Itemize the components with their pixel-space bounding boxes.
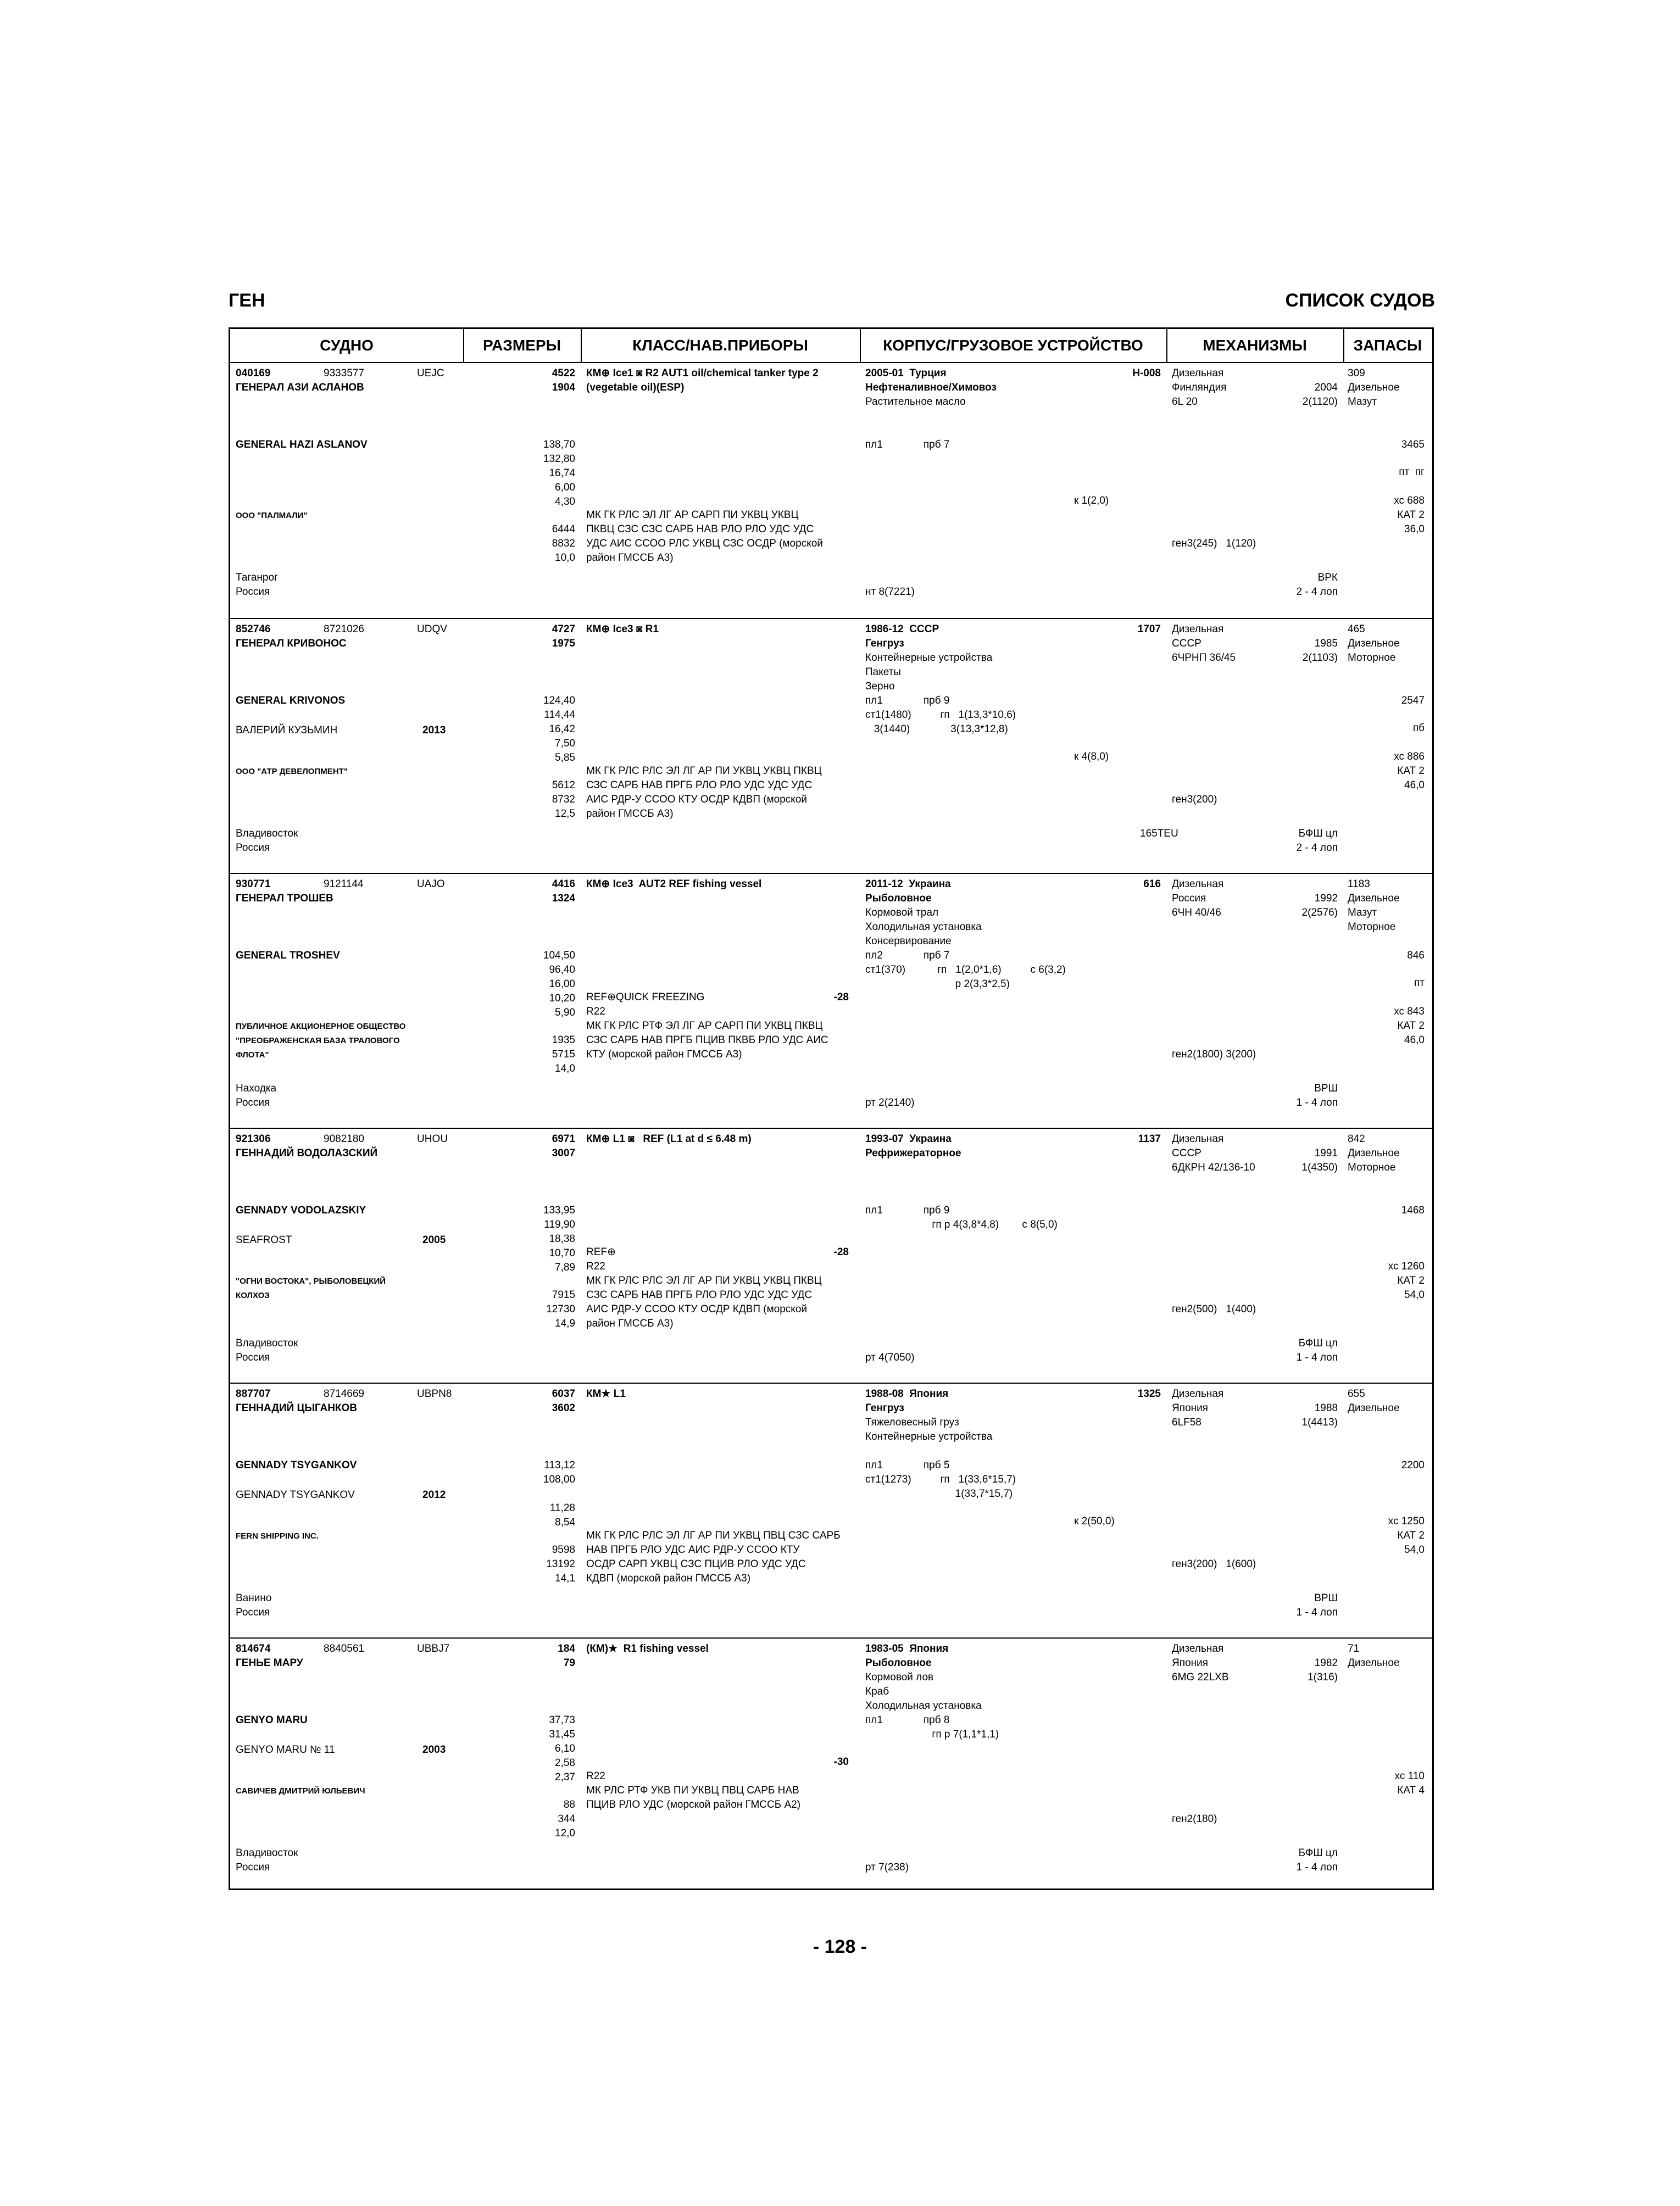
hull-vessel-type: Нефтеналивное/Химовоз (865, 382, 997, 393)
ship-record (230, 873, 1432, 1128)
ship-owner: FERN SHIPPING INC. (236, 1531, 319, 1541)
dimensions-tonnage: 4727 1975 (552, 623, 575, 649)
nav-instruments: МК ГК РЛС РТФ ЭЛ ЛГ АР САРП ПИ УКВЦ ПКВЦ СЗС САРБ НАВ ПРГБ ПЦИВ ПКВБ РЛО УДС АИС КТУ (морской район ГМССБ А3) (586, 1020, 828, 1060)
ship-imo-number: 8714669 (324, 1388, 364, 1400)
ship-reg-number: 814674 (236, 1643, 271, 1654)
machinery-engine: Дизельная Финляндия 6L 20 (1172, 367, 1227, 408)
column-divider (463, 329, 464, 363)
class-notation: КМ★ L1 (586, 1388, 626, 1400)
hull-holds: рт 4(7050) (865, 1352, 915, 1363)
supplies-type: пт (1414, 977, 1425, 989)
column-divider (581, 329, 582, 363)
class-refrigeration: REF⊕ R22 (586, 1246, 616, 1272)
ship-home-port: Владивосток (236, 1847, 298, 1859)
dimensions-tonnage: 6037 3602 (552, 1388, 575, 1414)
ship-reg-number: 852746 (236, 623, 271, 635)
ship-record (230, 618, 1432, 873)
ship-name: ГЕННАДИЙ ЦЫГАНКОВ (236, 1402, 358, 1414)
dimensions-measurements: 104,50 96,40 16,00 10,20 5,90 (543, 950, 575, 1018)
dimensions-measurements: 37,73 31,45 6,10 2,58 2,37 (549, 1714, 575, 1783)
hull-cranes: к 2(50,0) (1074, 1516, 1115, 1527)
class-notation: (КМ)★ R1 fishing vessel (586, 1643, 709, 1654)
supplies-capacity: 3465 (1401, 439, 1425, 450)
ship-name-latin: GENNADY VODOLAZSKIY (236, 1205, 366, 1216)
hull-cargo-types: Контейнерные устройства Пакеты Зерно (865, 652, 993, 692)
supplies-endurance: хс 688 КАТ 2 36,0 (1394, 495, 1425, 535)
column-header-class: КЛАСС/НАВ.ПРИБОРЫ (581, 329, 860, 363)
ship-former-name-year: 2012 (422, 1489, 446, 1501)
ship-home-port: Владивосток (236, 1338, 298, 1349)
dimensions-deadweight: 5612 8732 12,5 (552, 779, 575, 820)
hull-built-year-country: 1988-08 Япония (865, 1388, 949, 1400)
column-divider (1343, 329, 1344, 363)
dimensions-deadweight: 7915 12730 14,9 (546, 1289, 575, 1329)
supplies-endurance: хс 843 КАТ 2 46,0 (1394, 1006, 1425, 1046)
dimensions-tonnage: 4416 1324 (552, 878, 575, 904)
class-refrigeration: REF⊕QUICK FREEZING R22 (586, 991, 705, 1017)
hull-holds: рт 7(238) (865, 1862, 909, 1873)
supplies-fuel: 655 Дизельное (1348, 1388, 1400, 1414)
page-header-left: ГЕН (229, 290, 265, 311)
hull-holds: рт 2(2140) (865, 1097, 915, 1108)
dimensions-tonnage: 4522 1904 (552, 367, 575, 393)
ship-name-latin: GENERAL TROSHEV (236, 950, 340, 961)
machinery-generators: ген3(200) (1172, 794, 1217, 805)
hull-cargo-types: Кормовой лов Краб Холодильная установка (865, 1672, 982, 1712)
hull-built-year-country: 1993-07 Украина (865, 1133, 952, 1145)
supplies-capacity: 2200 (1401, 1459, 1425, 1471)
ship-record (230, 1383, 1432, 1637)
machinery-propeller: ВРШ 1 - 4 лоп (1296, 1592, 1338, 1618)
ship-record (230, 363, 1432, 618)
class-notation: КМ⊕ Ice3 AUT2 REF fishing vessel (586, 878, 762, 890)
machinery-engine: Дизельная Япония 6MG 22LXB (1172, 1643, 1229, 1683)
ship-name: ГЕННАДИЙ ВОДОЛАЗСКИЙ (236, 1147, 378, 1159)
ship-flag-country: Россия (236, 1352, 270, 1363)
hull-built-year-country: 1983-05 Япония (865, 1643, 949, 1654)
ship-former-name: GENNADY TSYGANKOV (236, 1489, 355, 1501)
dimensions-deadweight: 88 344 12,0 (555, 1799, 575, 1839)
hull-number: 1137 (1138, 1133, 1161, 1145)
machinery-generators: ген3(200) 1(600) (1172, 1558, 1256, 1570)
hull-holds: нт 8(7221) (865, 586, 915, 598)
column-header-supplies: ЗАПАСЫ (1343, 329, 1432, 363)
nav-instruments: МК ГК РЛС РЛС ЭЛ ЛГ АР ПИ УКВЦ ПВЦ СЗС САРБ НАВ ПРГБ РЛО УДС АИС РДР-У ССОО КТУ ОСДР САРП УКВЦ СЗС ПЦИВ РЛО УДС УДС КДВП (морской район ГМССБ А3) (586, 1530, 841, 1584)
ship-record (230, 1128, 1432, 1383)
page-header-right: СПИСОК СУДОВ (1285, 290, 1435, 311)
supplies-endurance: хс 886 КАТ 2 46,0 (1394, 751, 1425, 791)
supplies-type: пб (1412, 722, 1425, 734)
hull-cargo-types: Кормовой трал Холодильная установка Консервирование (865, 907, 982, 947)
machinery-engine-details: 1988 1(4413) (1301, 1402, 1338, 1428)
column-header-ship: СУДНО (230, 329, 463, 363)
ship-call-sign: UAJO (417, 878, 445, 890)
ship-former-name-year: 2003 (422, 1744, 446, 1756)
ship-imo-number: 9333577 (324, 367, 364, 379)
supplies-fuel: 842 Дизельное Моторное (1348, 1133, 1400, 1173)
ship-name-latin: GENNADY TSYGANKOV (236, 1459, 357, 1471)
hull-built-year-country: 1986-12 СССР (865, 623, 939, 635)
ship-call-sign: UBPN8 (417, 1388, 452, 1400)
hull-hatches-cargo-gear: пл1 прб 8 гп р 7(1,1*1,1) (865, 1714, 999, 1740)
ship-imo-number: 8840561 (324, 1643, 364, 1654)
machinery-generators: ген2(500) 1(400) (1172, 1303, 1256, 1315)
dimensions-tonnage: 184 79 (558, 1643, 575, 1669)
dimensions-measurements: 113,12 108,00 11,28 8,54 (543, 1459, 575, 1528)
ship-reg-number: 887707 (236, 1388, 271, 1400)
ship-name: ГЕНЕРАЛ АЗИ АСЛАНОВ (236, 382, 364, 393)
dimensions-measurements: 138,70 132,80 16,74 6,00 4,30 (543, 439, 575, 508)
hull-cranes: к 1(2,0) (1074, 495, 1109, 506)
ship-name-latin: GENERAL HAZI ASLANOV (236, 439, 368, 450)
dimensions-deadweight: 9598 13192 14,1 (546, 1544, 575, 1584)
machinery-engine-details: 1991 1(4350) (1301, 1147, 1338, 1173)
nav-instruments: МК ГК РЛС ЭЛ ЛГ АР САРП ПИ УКВЦ УКВЦ ПКВЦ СЗС СЗС САРБ НАВ РЛО РЛО УДС УДС УДС АИС ССОО РЛС УКВЦ СЗС ОСДР (морской район ГМССБ А3) (586, 509, 823, 564)
hull-hatches-cargo-gear: пл1 прб 7 (865, 439, 950, 450)
hull-built-year-country: 2005-01 Турция (865, 367, 947, 379)
ship-home-port: Таганрог (236, 572, 278, 583)
ship-imo-number: 9082180 (324, 1133, 364, 1145)
class-notation: КМ⊕ L1 ◙ REF (L1 at d ≤ 6.48 m) (586, 1133, 752, 1145)
hull-hatches-cargo-gear: пл1 прб 9 гп р 4(3,8*4,8) с 8(5,0) (865, 1205, 1058, 1230)
ship-name: ГЕНЬЕ МАРУ (236, 1657, 303, 1669)
hull-hatches-cargo-gear: пл1 прб 9 ст1(1480) гп 1(13,3*10,6) 3(1440) 3(13,3*12,8) (865, 695, 1016, 735)
ship-owner: САВИЧЕВ ДМИТРИЙ ЮЛЬЕВИЧ (236, 1786, 365, 1796)
ship-imo-number: 8721026 (324, 623, 364, 635)
machinery-generators: ген2(180) (1172, 1813, 1217, 1825)
dimensions-measurements: 133,95 119,90 18,38 10,70 7,89 (543, 1205, 575, 1273)
ship-call-sign: UHOU (417, 1133, 448, 1145)
hull-vessel-type: Рыболовное (865, 893, 932, 904)
ship-former-name-year: 2013 (422, 725, 446, 736)
machinery-engine: Дизельная СССР 6ЧРНП 36/45 (1172, 623, 1236, 664)
class-temperature: -28 (833, 991, 849, 1003)
ship-former-name: ВАЛЕРИЙ КУЗЬМИН (236, 725, 338, 736)
ship-owner: ПУБЛИЧНОЕ АКЦИОНЕРНОЕ ОБЩЕСТВО "ПРЕОБРАЖЕНСКАЯ БАЗА ТРАЛОВОГО ФЛОТА" (236, 1022, 406, 1060)
ship-reg-number: 040169 (236, 367, 271, 379)
ship-imo-number: 9121144 (324, 878, 364, 890)
ship-home-port: Владивосток (236, 828, 298, 839)
hull-hatches-cargo-gear: пл2 прб 7 ст1(370) гп 1(2,0*1,6) с 6(3,2) р 2(3,3*2,5) (865, 950, 1066, 990)
ship-flag-country: Россия (236, 842, 270, 854)
machinery-engine: Дизельная Япония 6LF58 (1172, 1388, 1224, 1428)
nav-instruments: МК ГК РЛС РЛС ЭЛ ЛГ АР ПИ УКВЦ УКВЦ ПКВЦ СЗС САРБ НАВ ПРГБ РЛО РЛО УДС УДС УДС АИС РДР-У ССОО КТУ ОСДР КДВП (морской район ГМССБ А3) (586, 1275, 822, 1329)
hull-built-year-country: 2011-12 Украина (865, 878, 951, 890)
hull-vessel-type: Рефрижераторное (865, 1147, 961, 1159)
supplies-endurance: хс 1250 КАТ 2 54,0 (1388, 1516, 1425, 1556)
hull-cranes: к 4(8,0) (1074, 751, 1109, 762)
supplies-type: пт пг (1399, 466, 1425, 478)
machinery-propeller: БФШ цл 1 - 4 лоп (1296, 1847, 1338, 1873)
machinery-propeller: ВРК 2 - 4 лоп (1296, 572, 1338, 598)
ship-flag-country: Россия (236, 586, 270, 598)
class-temperature: -28 (833, 1246, 849, 1258)
machinery-propeller: БФШ цл 2 - 4 лоп (1296, 828, 1338, 854)
supplies-fuel: 309 Дизельное Мазут (1348, 367, 1400, 408)
class-refrigeration: R22 (586, 1770, 605, 1782)
ship-flag-country: Россия (236, 1607, 270, 1618)
hull-vessel-type: Генгруз (865, 638, 904, 649)
supplies-endurance: хс 110 КАТ 4 (1394, 1770, 1425, 1796)
nav-instruments: МК ГК РЛС РЛС ЭЛ ЛГ АР ПИ УКВЦ УКВЦ ПКВЦ СЗС САРБ НАВ ПРГБ РЛО РЛО УДС УДС УДС АИС РДР-У ССОО КТУ ОСДР КДВП (морской район ГМССБ А3) (586, 765, 822, 820)
machinery-engine: Дизельная СССР 6ДКРН 42/136-10 (1172, 1133, 1255, 1173)
hull-number: 1707 (1137, 623, 1161, 635)
hull-vessel-type: Генгруз (865, 1402, 904, 1414)
ship-call-sign: UEJC (417, 367, 444, 379)
hull-vessel-type: Рыболовное (865, 1657, 932, 1669)
hull-number: Н-008 (1132, 367, 1161, 379)
column-header-hull: КОРПУС/ГРУЗОВОЕ УСТРОЙСТВО (860, 329, 1166, 363)
machinery-engine-details: 1985 2(1103) (1302, 638, 1338, 664)
machinery-propeller: БФШ цл 1 - 4 лоп (1296, 1338, 1338, 1363)
hull-cargo-types: Растительное масло (865, 396, 966, 408)
hull-number: 616 (1143, 878, 1161, 890)
hull-hatches-cargo-gear: пл1 прб 5 ст1(1273) гп 1(33,6*15,7) 1(33,7*15,7) (865, 1459, 1016, 1500)
supplies-capacity: 1468 (1401, 1205, 1425, 1216)
ship-reg-number: 930771 (236, 878, 271, 890)
page-number: - 128 - (813, 1936, 867, 1957)
ship-former-name: SEAFROST (236, 1234, 292, 1246)
supplies-endurance: хс 1260 КАТ 2 54,0 (1388, 1261, 1425, 1301)
class-temperature: -30 (833, 1756, 849, 1768)
machinery-engine: Дизельная Россия 6ЧН 40/46 (1172, 878, 1224, 918)
ship-home-port: Находка (236, 1083, 277, 1094)
supplies-capacity: 846 (1407, 950, 1425, 961)
class-notation: КМ⊕ Ice1 ◙ R2 AUT1 oil/chemical tanker type 2 (vegetable oil)(ESP) (586, 367, 819, 393)
dimensions-deadweight: 1935 5715 14,0 (552, 1034, 575, 1074)
machinery-engine-details: 1982 1(316) (1308, 1657, 1338, 1683)
ship-flag-country: Россия (236, 1862, 270, 1873)
ship-flag-country: Россия (236, 1097, 270, 1108)
ship-home-port: Ванино (236, 1592, 272, 1604)
ship-call-sign: UDQV (417, 623, 447, 635)
ship-name: ГЕНЕРАЛ ТРОШЕВ (236, 893, 333, 904)
dimensions-tonnage: 6971 3007 (552, 1133, 575, 1159)
hull-number: 1325 (1137, 1388, 1161, 1400)
hull-cargo-types: Тяжеловесный груз Контейнерные устройства (865, 1417, 993, 1442)
ship-former-name: GENYO MARU № 11 (236, 1744, 335, 1756)
column-header-machinery: МЕХАНИЗМЫ (1166, 329, 1343, 363)
nav-instruments: МК РЛС РТФ УКВ ПИ УКВЦ ПВЦ САРБ НАВ ПЦИВ РЛО УДС (морской район ГМССБ А2) (586, 1785, 801, 1811)
ship-record (230, 1637, 1432, 1892)
ship-name-latin: GENYO MARU (236, 1714, 308, 1726)
supplies-fuel: 71 Дизельное (1348, 1643, 1400, 1669)
column-divider (1166, 329, 1167, 363)
machinery-propeller: ВРШ 1 - 4 лоп (1296, 1083, 1338, 1108)
machinery-engine-details: 2004 2(1120) (1302, 382, 1338, 408)
ship-former-name-year: 2005 (422, 1234, 446, 1246)
column-divider (860, 329, 861, 363)
class-notation: КМ⊕ Ice3 ◙ R1 (586, 623, 659, 635)
hull-teu: 165TEU (1140, 828, 1178, 839)
supplies-fuel: 465 Дизельное Моторное (1348, 623, 1400, 664)
ship-name: ГЕНЕРАЛ КРИВОНОС (236, 638, 347, 649)
ship-owner: ООО "ПАЛМАЛИ" (236, 511, 308, 520)
machinery-generators: ген2(1800) 3(200) (1172, 1049, 1256, 1060)
ship-call-sign: UBBJ7 (417, 1643, 450, 1654)
supplies-fuel: 1183 Дизельное Мазут Моторное (1348, 878, 1400, 933)
ship-reg-number: 921306 (236, 1133, 271, 1145)
ship-owner: ООО "АТР ДЕВЕЛОПМЕНТ" (236, 767, 348, 776)
supplies-capacity: 2547 (1401, 695, 1425, 706)
dimensions-deadweight: 6444 8832 10,0 (552, 523, 575, 564)
column-header-dimensions: РАЗМЕРЫ (463, 329, 581, 363)
machinery-engine-details: 1992 2(2576) (1301, 893, 1338, 918)
ship-list-table (229, 327, 1434, 1890)
ship-owner: "ОГНИ ВОСТОКА", РЫБОЛОВЕЦКИЙ КОЛХОЗ (236, 1277, 386, 1300)
dimensions-measurements: 124,40 114,44 16,42 7,50 5,85 (543, 695, 575, 764)
machinery-generators: ген3(245) 1(120) (1172, 538, 1256, 549)
ship-name-latin: GENERAL KRIVONOS (236, 695, 346, 706)
